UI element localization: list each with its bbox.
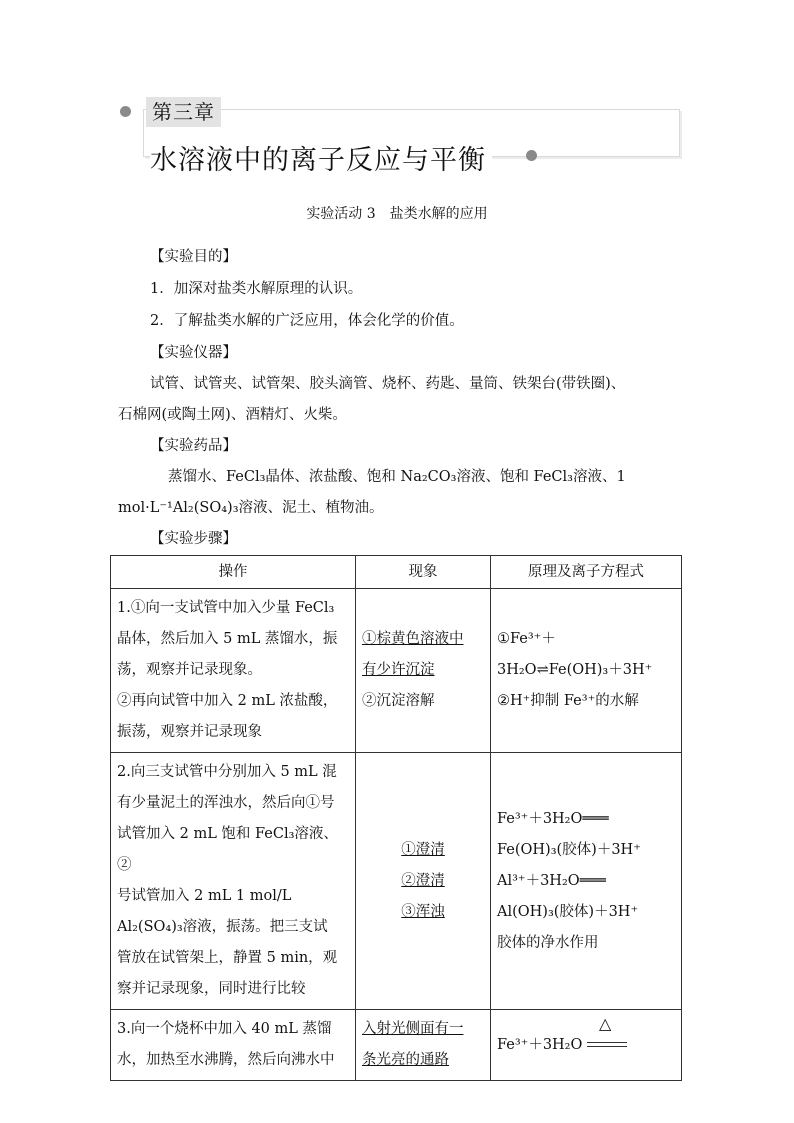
reagents-text-1: 蒸馏水、FeCl₃晶体、浓盐酸、饱和 Na₂CO₃溶液、饱和 FeCl₃溶液、1 — [168, 469, 626, 485]
reagents-heading: 【实验药品】 — [150, 438, 237, 454]
chapter-title: 水溶液中的离子反应与平衡 — [150, 138, 492, 177]
purpose-heading: 【实验目的】 — [150, 249, 237, 265]
chapter-label: 第三章 — [146, 97, 221, 127]
table-row — [111, 589, 682, 753]
reagents-text-2: mol·L⁻¹Al₂(SO₄)₃溶液、泥土、植物油。 — [118, 500, 384, 516]
header-bullet-left — [120, 106, 131, 117]
col-header-principle: 原理及离子方程式 — [491, 556, 682, 589]
row3-principle: Fe³⁺＋3H₂O △ — [491, 1010, 682, 1081]
steps-table — [110, 555, 682, 1081]
row2-phenomenon: ①澄清 ②澄清 ③浑浊 — [356, 753, 491, 1010]
table-row — [111, 1010, 682, 1081]
instruments-text-1: 试管、试管夹、试管架、胶头滴管、烧杯、药匙、量筒、铁架台(带铁圈)、 — [150, 376, 626, 392]
row3-operation: 3.向一个烧杯中加入 40 mL 蒸馏 水，加热至水沸腾，然后向沸水中 — [111, 1010, 356, 1081]
col-header-operation: 操作 — [111, 556, 356, 589]
instruments-heading: 【实验仪器】 — [150, 345, 237, 361]
col-header-phenomenon: 现象 — [356, 556, 491, 589]
instruments-text-2: 石棉网(或陶土网)、酒精灯、火柴。 — [118, 407, 347, 423]
row2-principle: Fe³⁺＋3H₂O═══ Fe(OH)₃(胶体)＋3H⁺ Al³⁺＋3H₂O═══ Al(OH)₃(胶体)＋3H⁺ 胶体的净水作用 — [491, 753, 682, 1010]
purpose-item-2: 2．了解盐类水解的广泛应用，体会化学的价值。 — [150, 313, 464, 329]
table-header-row — [111, 556, 682, 589]
purpose-item-1: 1．加深对盐类水解原理的认识。 — [150, 281, 363, 297]
header-bullet-right — [526, 150, 537, 161]
heat-equals-sign — [587, 1013, 627, 1052]
table-row — [111, 753, 682, 1010]
row1-principle: ①Fe³⁺＋ 3H₂O⇌Fe(OH)₃＋3H⁺ ②H⁺抑制 Fe³⁺的水解 — [491, 589, 682, 753]
row1-phenomenon: ①棕黄色溶液中 有少许沉淀 ②沉淀溶解 — [356, 589, 491, 753]
delta-symbol: △ — [599, 1013, 612, 1033]
row3-phenomenon: 入射光侧面有一 条光亮的通路 — [356, 1010, 491, 1081]
row1-operation: 1.①向一支试管中加入少量 FeCl₃ 晶体，然后加入 5 mL 蒸馏水，振 荡，观察并记录现象。 ②再向试管中加入 2 mL 浓盐酸， 振荡，观察并记录现象 — [111, 589, 356, 753]
steps-heading: 【实验步骤】 — [150, 531, 237, 547]
row2-operation: 2.向三支试管中分别加入 5 mL 混 有少量泥土的浑浊水，然后向①号 试管加入 2 mL 饱和 FeCl₃溶液、② 号试管加入 2 mL 1 mol/L Al₂(SO₄)₃溶液，振荡。把三支试 管放在试管架上，静置 5 min，观 察并记录现象，同时进行比较 — [111, 753, 356, 1010]
activity-subtitle: 实验活动 3 盐类水解的应用 — [306, 206, 488, 222]
